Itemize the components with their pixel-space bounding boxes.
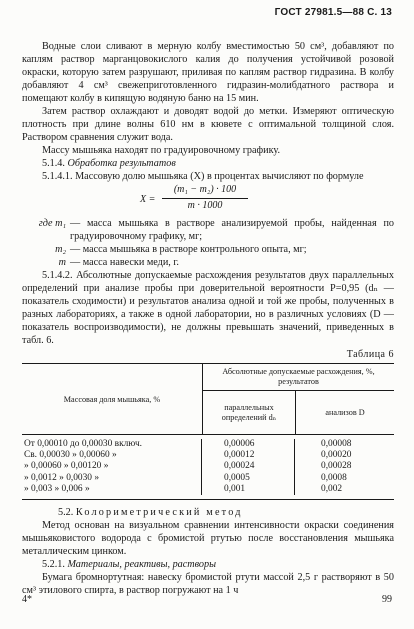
paragraph-5-1-4-1: 5.1.4.1. Массовую долю мышьяка (X) в процентах вычисляют по формуле xyxy=(42,171,364,182)
heading-5-2-1: 5.2.1. Материалы, реактивы, растворы xyxy=(42,559,217,571)
paragraph-mass-graph: Массу мышьяка находят по градуировочному графику. xyxy=(42,145,281,156)
heading-5-2: 5.2. Колориметрический метод xyxy=(58,507,243,519)
paragraph-bromide-paper: Бумага бромнортутная: навеску бромистой ртути массой 2,5 г растворяют в 50 см³ этилового спирта, в раствор погружают на 1 ч xyxy=(22,572,394,597)
heading-5-1-4: 5.1.4. Обработка результатов xyxy=(42,158,176,169)
page-footer xyxy=(22,594,392,605)
paragraph-water-layers: Водные слои сливают в мерную колбу вместимостью 50 см³, добавляют по каплям раствор марганцовокислого калия до получения устойчивой розовой окраски, которую затем разрушают, приливая по каплям раствор гидразина. В колбу добавляют 4 см³ свежеприготовленного гидразин-молибдатного раствора и помещают колбу в кипящую водяную баню на 15 мин. xyxy=(22,41,394,104)
table-body xyxy=(22,435,394,499)
formula-numerator: (m₁ − m₂) · 100 xyxy=(173,184,237,195)
definition-m: m — масса навески меди, г. xyxy=(58,257,179,268)
formula-definitions xyxy=(22,217,394,269)
col-header-analyses: анализов D xyxy=(325,408,365,417)
col-header-group: Абсолютные допускаемые расхождения, %, результатов xyxy=(203,364,394,391)
footer-signature-mark: 4* xyxy=(22,594,32,605)
col-header-mass-fraction: Массовая доля мышьяка, % xyxy=(22,364,203,434)
table-row: От 0,00010 до 0,00030 включ. 0,00006 0,00008 xyxy=(24,439,352,449)
formula-fraction-bar xyxy=(162,198,248,199)
table-row: » 0,003 » 0,006 » 0,001 0,002 xyxy=(24,483,343,494)
table-caption: Таблица 6 xyxy=(346,349,394,360)
col-header-parallel: параллельных определений dₙ xyxy=(203,391,296,434)
table-header xyxy=(22,364,394,435)
definition-m2: m₂ — масса мышьяка в растворе контрольного опыта, мг; xyxy=(55,244,307,255)
table-6 xyxy=(22,363,394,500)
page-number: 99 xyxy=(382,594,392,605)
formula-denominator: m · 1000 xyxy=(187,200,223,211)
paragraph-cooling: Затем раствор охлаждают и доводят водой до метки. Измеряют оптическую плотность при длине волны 610 нм в кювете с оптимальной толщиной слоя. Раствором сравнения служит вода. xyxy=(22,106,394,143)
table-row: » 0,00060 » 0,00120 » 0,00024 0,00028 xyxy=(24,461,352,472)
paragraph-5-1-4-2: 5.1.4.2. Абсолютные допускаемые расхождения результатов двух параллельных определений при анализе пробы при доверительной вероятности P=0,95 (dₙ — показатель сходимости) и результатов анализа одной и той же пробы, полученных в разных лабораториях, а также в одной лаборатории, но в различных условиях (D — показатель воспроизводимости), не должны превышать значений, приведенных в табл. 6. xyxy=(22,270,394,346)
paragraph-method: Метод основан на визуальном сравнении интенсивности окраски соединения мышьяковистого водорода с бромистой ртутью после восстановления мышьяка металлическим цинком. xyxy=(22,520,394,558)
formula-lhs: X = xyxy=(140,194,156,205)
page-header: ГОСТ 27981.5—88 С. 13 xyxy=(274,7,392,18)
table-row: » 0,0012 » 0,0030 » 0,0005 0,0008 xyxy=(24,472,347,483)
formula-mass-fraction xyxy=(22,184,394,216)
table-row: Св. 0,00030 » 0,00060 » 0,00012 0,00020 xyxy=(24,450,352,461)
document-body xyxy=(22,40,394,597)
definition-m1: где m₁ — масса мышьяка в растворе анализируемой пробы, найденная по градуировочному графику, мг; xyxy=(38,218,394,242)
